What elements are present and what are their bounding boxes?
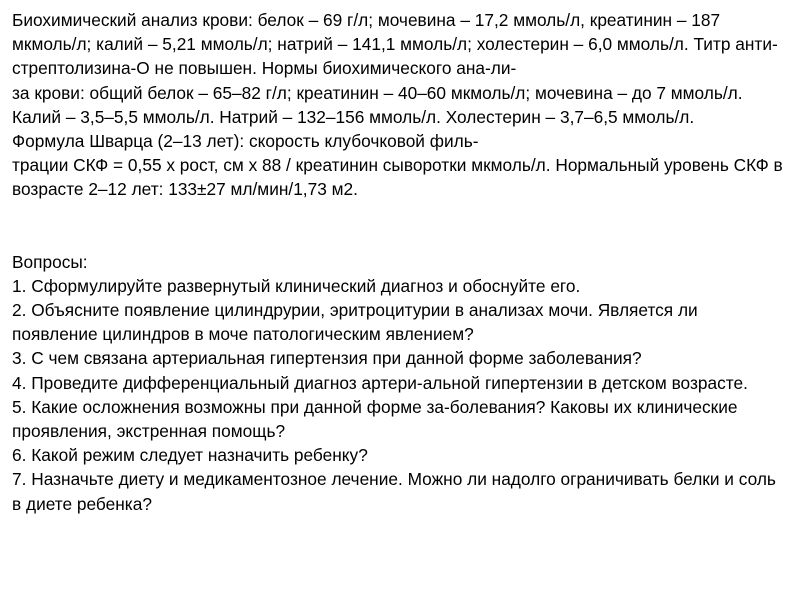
analysis-paragraph: Формула Шварца (2–13 лет): скорость клубочковой филь- [12,131,479,152]
document-page [12,8,788,516]
question-item: 4. Проведите дифференциальный диагноз артери-альной гипертензии в детском возрасте. [12,372,748,393]
questions-block [12,250,788,516]
question-item: 5. Какие осложнения возможны при данной форме за-болевания? Каковы их клинические проявления, экстренная помощь? [12,396,738,442]
analysis-paragraph: стрептолизина-О не повышен. Нормы биохимического ана-ли- [12,58,517,79]
analysis-paragraph: Биохимический анализ крови: белок – 69 г/л; мочевина – 17,2 ммоль/л, креатинин – 187 мкмоль/л; калий – 5,21 ммоль/л; натрий – 141,1 ммоль/л; холестерин – 6,0 ммоль/л. Титр анти- [12,10,778,55]
questions-heading: Вопросы: [12,251,88,272]
question-item: 3. С чем связана артериальная гипертензия при данной форме заболевания? [12,348,642,369]
analysis-block [12,8,788,202]
analysis-paragraph: трации СКФ = 0,55 х рост, см х 88 / креатинин сыворотки мкмоль/л. Нормальный уровень СКФ в возрасте 2–12 лет: 133±27 мл/мин/1,73 м2. [12,155,783,200]
question-item: 6. Какой режим следует назначить ребенку? [12,445,368,466]
analysis-paragraph: за крови: общий белок – 65–82 г/л; креатинин – 40–60 мкмоль/л; мочевина – до 7 ммоль/л. Калий – 3,5–5,5 ммоль/л. Натрий – 132–156 ммоль/л. Холестерин – 3,7–6,5 ммоль/л. [12,82,743,127]
question-item: 2. Объясните появление цилиндрурии, эритроцитурии в анализах мочи. Является ли появление цилиндров в моче патологическим явлением? [12,300,698,345]
question-item: 1. Сформулируйте развернутый клинический диагноз и обоснуйте его. [12,275,581,296]
section-spacer [12,202,788,250]
question-item: 7. Назначьте диету и медикаментозное лечение. Можно ли надолго ограничивать белки и соль в диете ребенка? [12,469,776,514]
